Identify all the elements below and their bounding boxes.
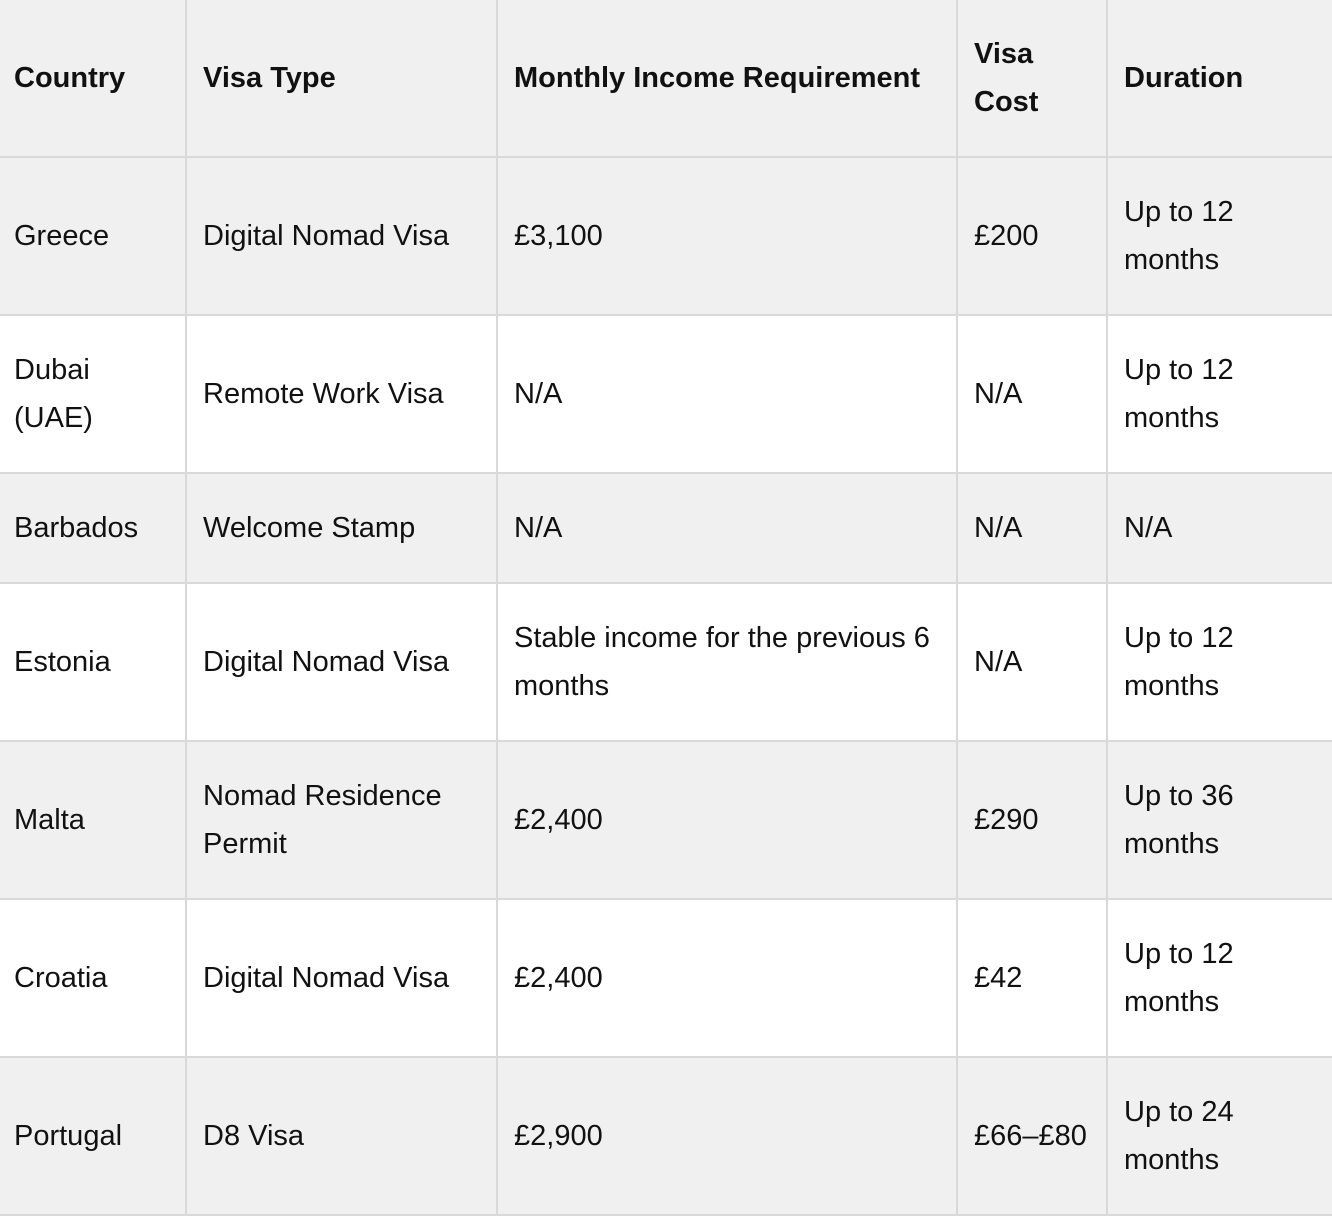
cell-duration: Up to 12 months — [1107, 157, 1332, 315]
cell-cost: £290 — [957, 741, 1107, 899]
cell-country: Greece — [0, 157, 186, 315]
table-body — [0, 157, 1332, 1215]
header-row — [0, 0, 1332, 157]
cell-income: £2,400 — [497, 741, 957, 899]
cell-country: Barbados — [0, 473, 186, 583]
cell-cost: N/A — [957, 583, 1107, 741]
cell-income: £2,900 — [497, 1057, 957, 1215]
cell-income: Stable income for the previous 6 months — [497, 583, 957, 741]
header-visa-cost: Visa Cost — [957, 0, 1107, 157]
table-row — [0, 473, 1332, 583]
cell-visa-type: Digital Nomad Visa — [186, 157, 497, 315]
cell-cost: £66–£80 — [957, 1057, 1107, 1215]
cell-income: N/A — [497, 473, 957, 583]
cell-duration: Up to 12 months — [1107, 315, 1332, 473]
header-visa-type: Visa Type — [186, 0, 497, 157]
table-row — [0, 899, 1332, 1057]
cell-country: Portugal — [0, 1057, 186, 1215]
table-row — [0, 157, 1332, 315]
table-row — [0, 741, 1332, 899]
cell-country: Dubai (UAE) — [0, 315, 186, 473]
header-monthly-income: Monthly Income Requirement — [497, 0, 957, 157]
cell-visa-type: Digital Nomad Visa — [186, 583, 497, 741]
cell-duration: Up to 24 months — [1107, 1057, 1332, 1215]
cell-cost: N/A — [957, 315, 1107, 473]
cell-visa-type: Digital Nomad Visa — [186, 899, 497, 1057]
cell-country: Malta — [0, 741, 186, 899]
cell-visa-type: D8 Visa — [186, 1057, 497, 1215]
cell-duration: Up to 12 months — [1107, 583, 1332, 741]
cell-duration: Up to 36 months — [1107, 741, 1332, 899]
cell-cost: N/A — [957, 473, 1107, 583]
cell-income: £2,400 — [497, 899, 957, 1057]
cell-country: Estonia — [0, 583, 186, 741]
table-row — [0, 583, 1332, 741]
cell-cost: £42 — [957, 899, 1107, 1057]
cell-income: N/A — [497, 315, 957, 473]
cell-visa-type: Nomad Residence Permit — [186, 741, 497, 899]
cell-duration: Up to 12 months — [1107, 899, 1332, 1057]
cell-cost: £200 — [957, 157, 1107, 315]
table-row — [0, 1057, 1332, 1215]
cell-visa-type: Welcome Stamp — [186, 473, 497, 583]
table-row — [0, 315, 1332, 473]
header-country: Country — [0, 0, 186, 157]
cell-duration: N/A — [1107, 473, 1332, 583]
table-header — [0, 0, 1332, 157]
header-duration: Duration — [1107, 0, 1332, 157]
cell-country: Croatia — [0, 899, 186, 1057]
cell-visa-type: Remote Work Visa — [186, 315, 497, 473]
cell-income: £3,100 — [497, 157, 957, 315]
